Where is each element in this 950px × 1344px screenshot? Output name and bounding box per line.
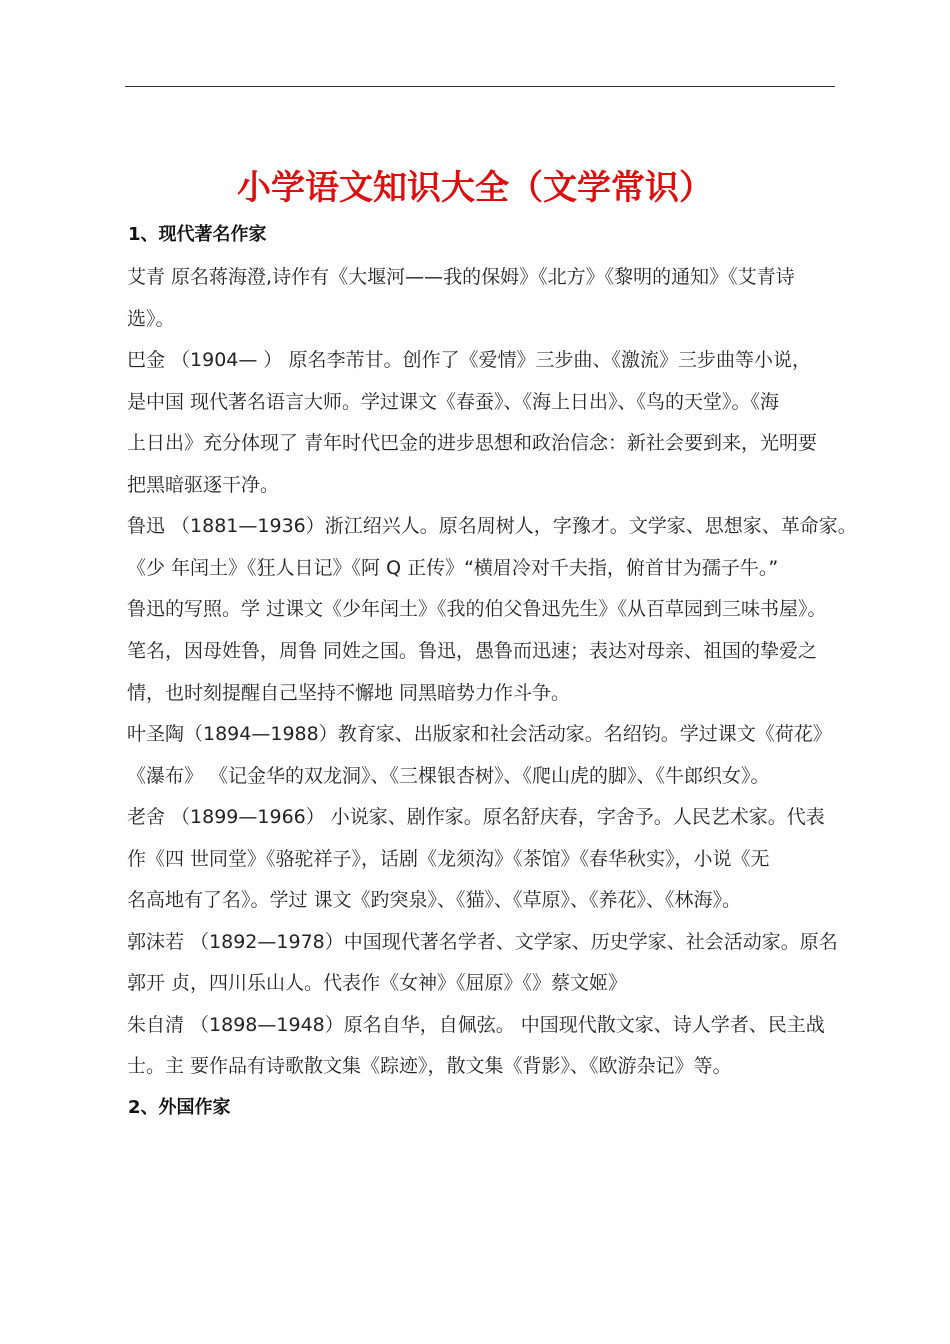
text-line: 鲁迅 （1881—1936）浙江绍兴人。原名周树人，字豫才。文学家、思想家、革命家。 [127,515,857,537]
text-line: 士。主 要作品有诗歌散文集《踪迹》，散文集《背影》、《欧游杂记》等。 [127,1055,732,1077]
section-heading-foreign-authors: 2、外国作家 [128,1097,231,1118]
text-line: 鲁迅的写照。学 过课文《少年闰土》《我的伯父鲁迅先生》《从百草园到三味书屋》。 [127,598,827,620]
section-heading-modern-authors: 1、现代著名作家 [128,224,267,245]
text-line: 是中国 现代著名语言大师。学过课文《春蚕》、《海上日出》、《鸟的天堂》。《海 [127,391,780,413]
text-line: 《少 年闰土》《狂人日记》《阿 Q 正传》“横眉冷对千夫指，俯首甘为孺子牛。” [127,557,779,579]
text-line: 情，也时刻提醒自己坚持不懈地 同黑暗势力作斗争。 [127,682,571,704]
page-title: 小学语文知识大全（文学常识） [237,168,713,208]
text-line: 作《四 世同堂》《骆驼祥子》，话剧《龙须沟》《茶馆》《春华秋实》，小说《无 [127,848,770,870]
text-line: 郭开 贞，四川乐山人。代表作《女神》《屈原》《》蔡文姬》 [127,972,628,994]
header-rule [125,86,835,87]
text-line: 上日出》充分体现了 青年时代巴金的进步思想和政治信念：新社会要到来，光明要 [127,432,818,454]
text-line: 选》。 [127,308,175,330]
text-line: 老舍 （1899—1966） 小说家、剧作家。原名舒庆春，字舍予。人民艺术家。代表 [127,806,825,828]
text-line: 把黑暗驱逐干净。 [127,474,280,496]
text-line: 《瀑布》 《记金华的双龙洞》、《三棵银杏树》、《爬山虎的脚》、《牛郎织女》。 [127,765,770,787]
text-line: 艾青 原名蒋海澄,诗作有《大堰河——我的保姆》《北方》《黎明的通知》《艾青诗 [127,266,795,288]
text-line: 笔名，因母姓鲁，周鲁 同姓之国。鲁迅，愚鲁而迅速；表达对母亲、祖国的挚爱之 [127,640,818,662]
text-line: 郭沫若 （1892—1978）中国现代著名学者、文学家、历史学家、社会活动家。原名 [127,931,838,953]
text-line: 朱自清 （1898—1948）原名自华，自佩弦。 中国现代散文家、诗人学者、民主战 [127,1014,825,1036]
text-line: 叶圣陶（1894—1988）教育家、出版家和社会活动家。名绍钧。学过课文《荷花》 [127,723,832,745]
text-line: 名高地有了名》。学过 课文《趵突泉》、《猫》、《草原》、《养花》、《林海》。 [127,889,742,911]
text-line: 巴金 （1904— ） 原名李芾甘。创作了《爱情》三步曲、《激流》三步曲等小说， [127,349,811,371]
